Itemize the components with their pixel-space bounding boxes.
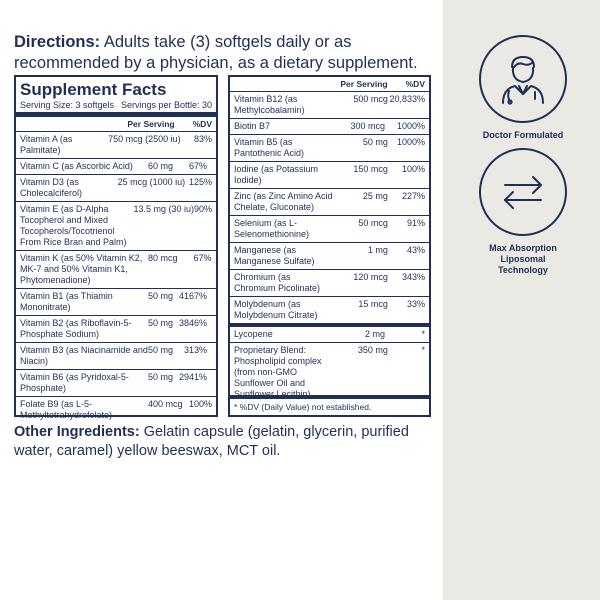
facts-row [16, 397, 216, 423]
nutrient-amount: 2 mg [364, 329, 385, 339]
facts-row [16, 132, 216, 159]
nutrient-dv: 33% [406, 299, 425, 309]
nutrient-amount: 50 mg [362, 137, 388, 147]
supplement-facts-title: Supplement Facts [20, 80, 167, 99]
nutrient-dv: 43% [406, 245, 425, 255]
facts-row [16, 370, 216, 397]
badge-max-absorption [478, 148, 568, 276]
nutrient-amount: 60 mg [148, 161, 174, 171]
nutrient-dv: 67% [189, 161, 208, 171]
arrows-exchange-icon [479, 148, 567, 236]
supplement-facts-right-panel [228, 75, 431, 417]
facts-row [16, 175, 216, 202]
nutrient-amount: 150 mcg [353, 164, 388, 174]
facts-header-left [16, 117, 216, 132]
nutrient-amount: 50 mg [148, 372, 174, 382]
nutrient-amount: 300 mcg [350, 121, 385, 131]
facts-rows-left [16, 132, 216, 423]
facts-row [230, 162, 429, 189]
nutrient-amount: 15 mcg [358, 299, 388, 309]
dv-header: %DV [192, 119, 212, 129]
nutrient-dv: 20,833% [389, 94, 425, 104]
nutrient-amount: 50 mg [148, 318, 174, 328]
nutrient-name: Iodine (as Potassium Iodide) [234, 164, 319, 185]
nutrient-dv: 227% [401, 191, 425, 201]
other-ingredients-body: Gelatin capsule (gelatin, glycerin, purified water, caramel) yellow beeswax, MCT oil. [14, 424, 409, 459]
nutrient-dv: 313% [183, 345, 208, 355]
nutrient-name: Vitamin C (as Ascorbic Acid) [20, 161, 133, 171]
nutrient-amount: 1 mg [367, 245, 388, 255]
nutrient-name: Vitamin D3 (as Cholecalciferol) [20, 177, 83, 198]
nutrient-amount: 50 mg [148, 291, 174, 301]
nutrient-amount: 400 mcg [148, 399, 183, 409]
nutrient-amount: 25 mg [362, 191, 388, 201]
nutrient-amount: 500 mcg [353, 94, 388, 104]
nutrient-name: Zinc (as Zinc Amino Acid Chelate, Gluconate) [234, 191, 333, 212]
nutrient-name: Chromium (as Chromium Picolinate) [234, 272, 321, 293]
nutrient-dv: 343% [401, 272, 425, 282]
badge-label: Max Absorption Liposomal Technology [489, 243, 557, 275]
nutrient-name: Vitamin E (as D-Alpha Tocopherol and Mixed Tocopherols/Tocotrienol From Rice Bran and Palm) [20, 204, 127, 247]
nutrient-dv: 100% [401, 164, 425, 174]
nutrient-name: Manganese (as Manganese Sulfate) [234, 245, 315, 266]
nutrient-name: Biotin B7 [234, 121, 271, 131]
facts-row [230, 92, 429, 119]
nutrient-name: Molybdenum (as Molybdenum Citrate) [234, 299, 318, 320]
nutrient-name: Proprietary Blend: Phospholipid complex (from non-GMO Sunflower Oil and Sunflower Lecithin) [234, 345, 322, 399]
dv-header: %DV [405, 79, 425, 89]
badge-doctor-formulated [478, 35, 568, 141]
nutrient-name: Vitamin A (as Palmitate) [20, 134, 73, 155]
nutrient-name: Vitamin B12 (as Methylcobalamin) [234, 94, 305, 115]
per-serving-header: Per Serving [127, 119, 175, 129]
facts-rows-right [230, 92, 429, 327]
directions-body: Adults take (3) softgels daily or as recommended by a physician, as a dietary supplement. [14, 33, 418, 72]
nutrient-name: Vitamin B3 (as Niacinamide and Niacin) [20, 345, 148, 366]
nutrient-dv: 1000% [396, 121, 425, 131]
badge-label: Doctor Formulated [482, 130, 564, 140]
facts-row [16, 316, 216, 343]
nutrient-dv: 100% [188, 399, 212, 409]
other-ingredients [14, 423, 434, 461]
facts-row [230, 119, 429, 135]
other-ingredients-heading: Other Ingredients: [14, 424, 140, 440]
nutrient-dv: 91% [406, 218, 425, 228]
nutrient-amount: 350 mg [357, 345, 388, 355]
nutrient-name: Folate B9 (as L-5-Methyltetrahydrofolate) [20, 399, 113, 420]
facts-row-proprietary-blend [230, 343, 429, 402]
nutrient-name: Lycopene [234, 329, 273, 339]
nutrient-dv: * [421, 345, 425, 355]
servings-per-bottle: Servings per Bottle: 30 [120, 100, 212, 110]
nutrient-amount: 25 mcg (1000 iu) [117, 177, 186, 187]
facts-row-lycopene [230, 327, 429, 343]
facts-row [230, 135, 429, 162]
facts-row [230, 297, 429, 323]
nutrient-name: Vitamin B1 (as Thiamin Mononitrate) [20, 291, 113, 312]
directions-text [14, 32, 434, 74]
per-serving-header: Per Serving [340, 79, 388, 89]
serving-info [16, 99, 216, 112]
facts-header-right [230, 77, 429, 92]
facts-row [16, 251, 216, 289]
directions-heading: Directions: [14, 33, 101, 51]
facts-row [16, 289, 216, 316]
facts-row [16, 159, 216, 175]
facts-row [16, 202, 216, 251]
nutrient-dv: 3846% [178, 318, 208, 328]
nutrient-dv: * [421, 329, 425, 339]
facts-row [16, 343, 216, 370]
nutrient-name: Selenium (as L-Selenomethionine) [234, 218, 310, 239]
facts-row [230, 189, 429, 216]
dv-footnote: * %DV (Daily Value) not established. [230, 395, 429, 415]
nutrient-dv: 67% [193, 253, 212, 263]
serving-size: Serving Size: 3 softgels [20, 100, 115, 110]
nutrient-amount: 750 mcg (2500 iu) [108, 134, 181, 144]
nutrient-name: Vitamin B6 (as Pyridoxal-5-Phosphate) [20, 372, 129, 393]
supplement-facts-left-panel [14, 75, 218, 420]
nutrient-dv: 83% [193, 134, 212, 144]
nutrient-dv: 1000% [396, 137, 425, 147]
nutrient-amount: 13.5 mg (30 iu) [133, 204, 194, 214]
nutrient-amount: 80 mcg [148, 253, 178, 263]
nutrient-dv: 125% [188, 177, 212, 187]
nutrient-dv: 90% [193, 204, 212, 214]
facts-row [230, 243, 429, 270]
nutrient-name: Vitamin B5 (as Pantothenic Acid) [234, 137, 305, 158]
nutrient-amount: 120 mcg [353, 272, 388, 282]
facts-row [230, 270, 429, 297]
nutrient-dv: 2941% [178, 372, 208, 382]
nutrient-name: Vitamin B2 (as Riboflavin-5-Phosphate Sodium) [20, 318, 132, 339]
nutrient-name: Vitamin K (as 50% Vitamin K2, MK-7 and 50% Vitamin K1, Phytomenadione) [20, 253, 143, 285]
facts-row [230, 216, 429, 243]
nutrient-amount: 50 mcg [358, 218, 388, 228]
nutrient-amount: 50 mg [148, 345, 174, 355]
nutrient-dv: 4167% [178, 291, 208, 301]
doctor-icon [479, 35, 567, 123]
